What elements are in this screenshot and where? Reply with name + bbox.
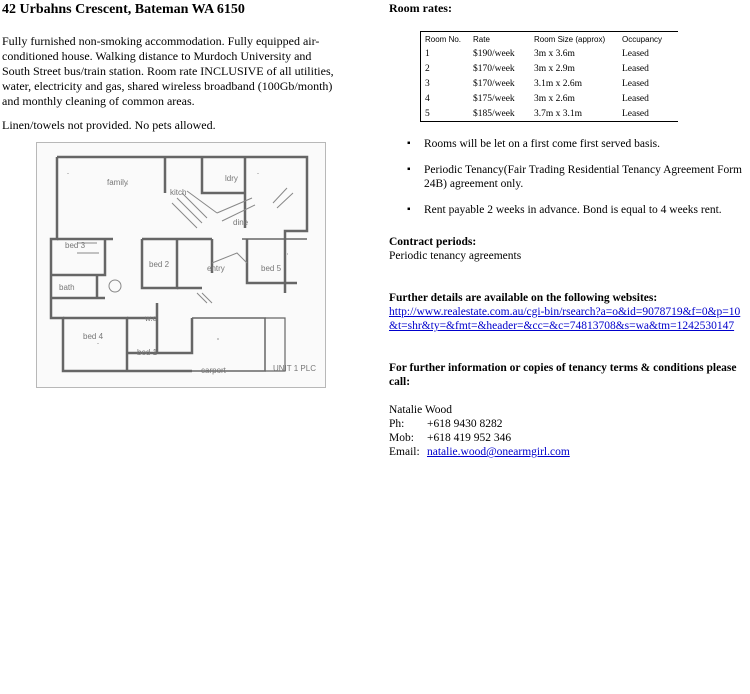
cell-room-no: 2: [425, 63, 430, 74]
email-label: Email:: [389, 446, 420, 458]
plan-label-kitch: kitch: [170, 188, 187, 197]
cell-room-size: 3m x 3.6m: [534, 48, 575, 59]
info-section: [389, 361, 749, 389]
cell-room-size: 3.7m x 3.1m: [534, 108, 583, 119]
plan-label-unit: UNIT 1 PLC: [273, 364, 316, 373]
plan-label-bed4: bed 4: [83, 332, 104, 341]
property-address-title: 42 Urbahns Crescent, Bateman WA 6150: [2, 2, 245, 17]
terms-bullet-list: [407, 137, 747, 229]
contract-text: Periodic tenancy agreements: [389, 250, 522, 262]
cell-rate: $185/week: [473, 108, 515, 119]
cell-room-size: 3m x 2.6m: [534, 93, 575, 104]
plan-label-family: family: [107, 178, 128, 187]
website-link[interactable]: http://www.realestate.com.au/cgi-bin/rsearch?a=o&id=9078719&f=0&p=10&t=shr&ty=&fmt=&header=&cc=&c=74813708&s=wa&tm=1242530147: [389, 306, 741, 332]
cell-rate: $170/week: [473, 78, 515, 89]
header-room-size: Room Size (approx): [534, 34, 606, 44]
table-row: [421, 61, 679, 76]
contact-name: Natalie Wood: [389, 404, 453, 416]
plan-label-carport: carport: [201, 366, 226, 375]
plan-label-entry: entry: [207, 264, 225, 273]
cell-occupancy: Leased: [622, 78, 649, 89]
mobile-row: [389, 431, 749, 445]
plan-label-bed1: bed 1: [137, 348, 158, 357]
plan-label-bed2: bed 2: [149, 260, 170, 269]
cell-occupancy: Leased: [622, 48, 649, 59]
header-occupancy: Occupancy: [622, 34, 663, 44]
cell-occupancy: Leased: [622, 63, 649, 74]
cell-room-no: 1: [425, 48, 430, 59]
left-column: [2, 0, 342, 133]
websites-section: [389, 291, 749, 333]
floor-plan-image: [36, 142, 326, 388]
plan-label-bed3: bed 3: [65, 241, 86, 250]
contract-section: [389, 235, 749, 263]
property-description: Fully furnished non-smoking accommodation. Fully equipped air-conditioned house. Walking distance to Murdoch University and South Street bus/train station. Room rate INCLUSIVE of all utilities, water, electricity and gas, shared wireless broadband (100Gb/month) and monthly cleaning of common areas.: [2, 34, 334, 108]
email-link[interactable]: natalie.wood@onearmgirl.com: [427, 446, 570, 458]
property-note: Linen/towels not provided. No pets allowed.: [2, 118, 216, 132]
contact-section: [389, 403, 749, 459]
bullet-item: ▪ Periodic Tenancy(Fair Trading Residential Tenancy Agreement Form 24B) agreement only.: [407, 163, 747, 191]
header-rate: Rate: [473, 34, 490, 44]
table-row: [421, 106, 679, 122]
table-row: [421, 46, 679, 61]
cell-rate: $170/week: [473, 63, 515, 74]
bullet-item: ▪ Rent payable 2 weeks in advance. Bond is equal to 4 weeks rent.: [407, 203, 747, 217]
contract-heading: Contract periods:: [389, 236, 477, 248]
table-header-row: [421, 32, 679, 47]
cell-room-no: 3: [425, 78, 430, 89]
plan-label-bed5: bed 5: [261, 264, 282, 273]
room-rates-heading: Room rates:: [389, 1, 452, 15]
cell-room-no: 4: [425, 93, 430, 104]
cell-occupancy: Leased: [622, 93, 649, 104]
table-row: [421, 91, 679, 106]
phone-label: Ph:: [389, 418, 405, 430]
mobile-label: Mob:: [389, 432, 414, 444]
phone-value: +618 9430 8282: [427, 418, 503, 430]
cell-rate: $175/week: [473, 93, 515, 104]
cell-rate: $190/week: [473, 48, 515, 59]
plan-label-bath: bath: [59, 283, 75, 292]
plan-label-wc: w.c: [145, 314, 157, 323]
info-heading: For further information or copies of tenancy terms & conditions please call:: [389, 362, 737, 388]
cell-occupancy: Leased: [622, 108, 649, 119]
email-row: [389, 445, 749, 459]
table-row: [421, 76, 679, 91]
cell-room-size: 3.1m x 2.6m: [534, 78, 583, 89]
plan-label-dine: dine: [233, 218, 249, 227]
mobile-value: +618 419 952 346: [427, 432, 512, 444]
right-column: [389, 0, 744, 458]
header-room-no: Room No.: [425, 34, 462, 44]
room-rates-table: [420, 31, 678, 122]
websites-heading: Further details are available on the following websites:: [389, 292, 658, 304]
cell-room-size: 3m x 2.9m: [534, 63, 575, 74]
phone-row: [389, 417, 749, 431]
plan-label-ldry: ldry: [225, 174, 238, 183]
bullet-item: ▪ Rooms will be let on a first come first served basis.: [407, 137, 747, 151]
cell-room-no: 5: [425, 108, 430, 119]
